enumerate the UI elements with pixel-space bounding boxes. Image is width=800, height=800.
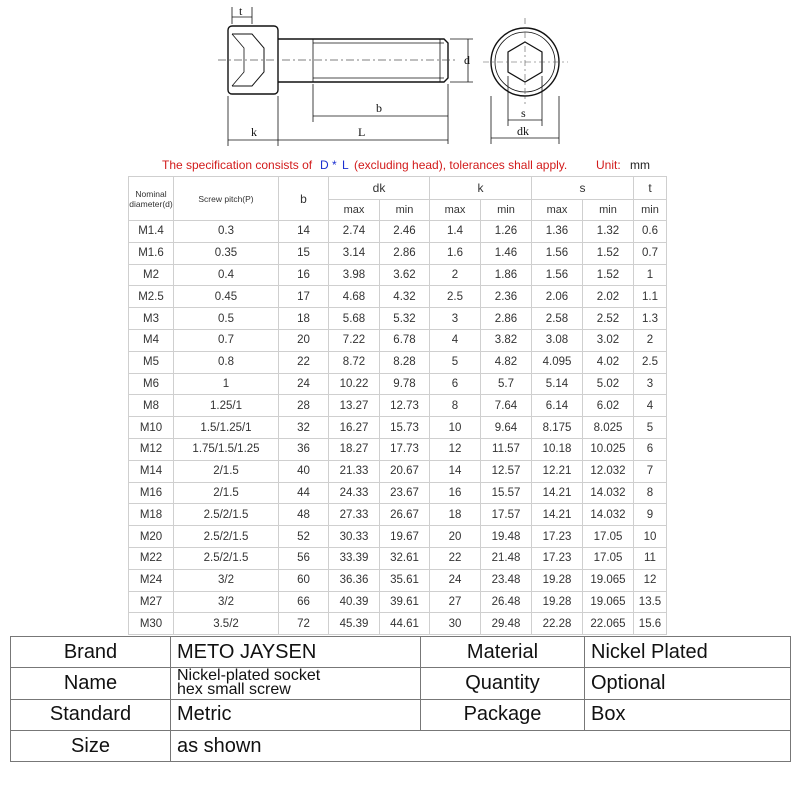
cell-s-max: 17.23 <box>532 526 583 548</box>
cell-nominal: M18 <box>129 504 174 526</box>
cell-nominal: M1.6 <box>129 242 174 264</box>
cell-dk-min: 2.46 <box>380 221 430 243</box>
cell-b: 56 <box>279 547 329 569</box>
table-row <box>129 547 667 569</box>
cell-nominal: M27 <box>129 591 174 613</box>
cell-t-min: 0.6 <box>634 221 667 243</box>
spec-d-letter: D <box>320 158 329 172</box>
cell-t-min: 3 <box>634 373 667 395</box>
cell-k-min: 2.36 <box>481 286 532 308</box>
cell-dk-min: 5.32 <box>380 308 430 330</box>
spec-text-after: (excluding head), tolerances shall apply. <box>354 158 568 172</box>
cell-dk-max: 13.27 <box>329 395 380 417</box>
cell-b: 72 <box>279 613 329 635</box>
cell-pitch: 0.35 <box>174 242 279 264</box>
cell-pitch: 2.5/2/1.5 <box>174 504 279 526</box>
cell-k-max: 5 <box>430 351 481 373</box>
cell-k-min: 1.26 <box>481 221 532 243</box>
cell-pitch: 2/1.5 <box>174 482 279 504</box>
table-row <box>129 417 667 439</box>
cell-k-max: 2.5 <box>430 286 481 308</box>
cell-dk-max: 7.22 <box>329 329 380 351</box>
cell-k-max: 24 <box>430 569 481 591</box>
cell-pitch: 0.8 <box>174 351 279 373</box>
cell-b: 20 <box>279 329 329 351</box>
header-s-min: min <box>583 200 634 221</box>
cell-k-max: 18 <box>430 504 481 526</box>
cell-s-min: 19.065 <box>583 569 634 591</box>
cell-dk-max: 3.98 <box>329 264 380 286</box>
cell-dk-min: 20.67 <box>380 460 430 482</box>
cell-t-min: 1 <box>634 264 667 286</box>
brand-label: Brand <box>11 637 171 668</box>
cell-nominal: M5 <box>129 351 174 373</box>
specification-table-body <box>129 221 667 635</box>
table-row <box>129 242 667 264</box>
header-t-min: min <box>634 200 667 221</box>
spec-star: * <box>332 158 337 172</box>
header-k: k <box>430 177 532 200</box>
cell-k-min: 5.7 <box>481 373 532 395</box>
cell-nominal: M2 <box>129 264 174 286</box>
table-row <box>129 591 667 613</box>
table-row <box>129 569 667 591</box>
cell-s-min: 22.065 <box>583 613 634 635</box>
cell-k-max: 4 <box>430 329 481 351</box>
dim-d-label: d <box>464 53 470 67</box>
cell-s-max: 12.21 <box>532 460 583 482</box>
cell-nominal: M14 <box>129 460 174 482</box>
cell-k-max: 3 <box>430 308 481 330</box>
spec-unit-value: mm <box>630 158 650 172</box>
cell-dk-min: 2.86 <box>380 242 430 264</box>
cell-s-min: 4.02 <box>583 351 634 373</box>
cell-s-min: 17.05 <box>583 547 634 569</box>
cell-k-max: 20 <box>430 526 481 548</box>
cell-s-min: 10.025 <box>583 438 634 460</box>
cell-nominal: M6 <box>129 373 174 395</box>
name-value-line1: Nickel-plated socket <box>177 667 321 685</box>
brand-value: METO JAYSEN <box>171 637 421 668</box>
cell-s-max: 1.56 <box>532 264 583 286</box>
cell-nominal: M1.4 <box>129 221 174 243</box>
cell-b: 36 <box>279 438 329 460</box>
cell-t-min: 5 <box>634 417 667 439</box>
cell-s-max: 3.08 <box>532 329 583 351</box>
cell-t-min: 2.5 <box>634 351 667 373</box>
cell-t-min: 15.6 <box>634 613 667 635</box>
cell-dk-max: 18.27 <box>329 438 380 460</box>
cell-k-min: 21.48 <box>481 547 532 569</box>
cell-k-min: 12.57 <box>481 460 532 482</box>
header-dk-min: min <box>380 200 430 221</box>
dim-s-label: s <box>521 106 526 120</box>
dim-t-label: t <box>239 4 243 18</box>
cell-nominal: M10 <box>129 417 174 439</box>
cell-k-min: 3.82 <box>481 329 532 351</box>
cell-b: 52 <box>279 526 329 548</box>
header-t: t <box>634 177 667 200</box>
attr-row <box>11 668 791 699</box>
header-dk-max: max <box>329 200 380 221</box>
cell-t-min: 8 <box>634 482 667 504</box>
cell-pitch: 2.5/2/1.5 <box>174 547 279 569</box>
cell-s-max: 6.14 <box>532 395 583 417</box>
cell-nominal: M24 <box>129 569 174 591</box>
cell-s-max: 5.14 <box>532 373 583 395</box>
cell-pitch: 0.7 <box>174 329 279 351</box>
cell-dk-max: 2.74 <box>329 221 380 243</box>
spec-l-letter: L <box>342 158 349 172</box>
cell-s-min: 8.025 <box>583 417 634 439</box>
cell-t-min: 11 <box>634 547 667 569</box>
cell-k-min: 1.86 <box>481 264 532 286</box>
cell-k-max: 22 <box>430 547 481 569</box>
cell-k-max: 1.4 <box>430 221 481 243</box>
dim-b-label: b <box>376 101 382 115</box>
cell-s-min: 17.05 <box>583 526 634 548</box>
cell-k-min: 15.57 <box>481 482 532 504</box>
cell-pitch: 2/1.5 <box>174 460 279 482</box>
table-row <box>129 438 667 460</box>
cell-s-max: 2.58 <box>532 308 583 330</box>
cell-s-max: 19.28 <box>532 591 583 613</box>
cell-dk-min: 35.61 <box>380 569 430 591</box>
cell-b: 66 <box>279 591 329 613</box>
cell-k-max: 12 <box>430 438 481 460</box>
table-row <box>129 373 667 395</box>
cell-s-max: 19.28 <box>532 569 583 591</box>
standard-label: Standard <box>11 699 171 730</box>
cell-nominal: M16 <box>129 482 174 504</box>
cell-dk-max: 36.36 <box>329 569 380 591</box>
cell-dk-min: 19.67 <box>380 526 430 548</box>
header-b: b <box>279 177 329 221</box>
cell-t-min: 9 <box>634 504 667 526</box>
table-row <box>129 308 667 330</box>
specification-table <box>128 176 667 635</box>
cell-t-min: 1.1 <box>634 286 667 308</box>
cell-t-min: 6 <box>634 438 667 460</box>
header-screw-pitch: Screw pitch(P) <box>174 177 279 221</box>
cell-dk-min: 23.67 <box>380 482 430 504</box>
cell-k-min: 9.64 <box>481 417 532 439</box>
table-row <box>129 613 667 635</box>
product-attributes-table <box>10 636 791 762</box>
cell-t-min: 13.5 <box>634 591 667 613</box>
cell-s-max: 2.06 <box>532 286 583 308</box>
cell-s-max: 17.23 <box>532 547 583 569</box>
cell-nominal: M8 <box>129 395 174 417</box>
cell-pitch: 0.5 <box>174 308 279 330</box>
standard-value: Metric <box>171 699 421 730</box>
cell-dk-min: 39.61 <box>380 591 430 613</box>
cell-k-max: 1.6 <box>430 242 481 264</box>
table-row <box>129 504 667 526</box>
cell-dk-min: 3.62 <box>380 264 430 286</box>
package-label: Package <box>421 699 585 730</box>
cell-dk-max: 8.72 <box>329 351 380 373</box>
header-s: s <box>532 177 634 200</box>
cell-s-max: 10.18 <box>532 438 583 460</box>
cell-pitch: 0.3 <box>174 221 279 243</box>
cell-k-max: 8 <box>430 395 481 417</box>
cell-b: 44 <box>279 482 329 504</box>
header-dk: dk <box>329 177 430 200</box>
cell-t-min: 10 <box>634 526 667 548</box>
cell-k-min: 2.86 <box>481 308 532 330</box>
cell-nominal: M4 <box>129 329 174 351</box>
cell-k-max: 30 <box>430 613 481 635</box>
cell-b: 40 <box>279 460 329 482</box>
cell-k-max: 6 <box>430 373 481 395</box>
cell-t-min: 4 <box>634 395 667 417</box>
cell-dk-min: 17.73 <box>380 438 430 460</box>
size-value: as shown <box>171 730 791 761</box>
name-value-line2: hex small screw <box>177 681 291 699</box>
dim-k-label: k <box>251 125 257 139</box>
cell-s-max: 1.36 <box>532 221 583 243</box>
cell-k-min: 23.48 <box>481 569 532 591</box>
dim-dk-label: dk <box>517 124 529 138</box>
quantity-value: Optional <box>585 668 791 699</box>
cell-t-min: 1.3 <box>634 308 667 330</box>
cell-s-max: 8.175 <box>532 417 583 439</box>
cell-k-max: 27 <box>430 591 481 613</box>
cell-b: 32 <box>279 417 329 439</box>
cell-s-max: 14.21 <box>532 504 583 526</box>
cell-s-min: 1.52 <box>583 264 634 286</box>
cell-s-min: 1.32 <box>583 221 634 243</box>
cell-b: 24 <box>279 373 329 395</box>
cell-dk-min: 32.61 <box>380 547 430 569</box>
cell-dk-max: 5.68 <box>329 308 380 330</box>
cell-dk-min: 9.78 <box>380 373 430 395</box>
cell-pitch: 1 <box>174 373 279 395</box>
specification-note <box>128 154 668 176</box>
cell-pitch: 3.5/2 <box>174 613 279 635</box>
cell-b: 16 <box>279 264 329 286</box>
header-s-max: max <box>532 200 583 221</box>
cell-s-min: 19.065 <box>583 591 634 613</box>
cell-b: 17 <box>279 286 329 308</box>
cell-s-min: 12.032 <box>583 460 634 482</box>
cell-nominal: M12 <box>129 438 174 460</box>
cell-b: 18 <box>279 308 329 330</box>
cell-pitch: 3/2 <box>174 591 279 613</box>
cell-s-min: 2.52 <box>583 308 634 330</box>
cell-nominal: M3 <box>129 308 174 330</box>
size-label: Size <box>11 730 171 761</box>
header-k-min: min <box>481 200 532 221</box>
cell-b: 28 <box>279 395 329 417</box>
cell-dk-min: 15.73 <box>380 417 430 439</box>
cell-dk-max: 3.14 <box>329 242 380 264</box>
cell-nominal: M20 <box>129 526 174 548</box>
table-row <box>129 329 667 351</box>
material-label: Material <box>421 637 585 668</box>
cell-s-min: 14.032 <box>583 504 634 526</box>
cell-dk-max: 16.27 <box>329 417 380 439</box>
dim-L-label: L <box>358 125 366 139</box>
cell-pitch: 1.5/1.25/1 <box>174 417 279 439</box>
cell-b: 22 <box>279 351 329 373</box>
cell-t-min: 2 <box>634 329 667 351</box>
cell-nominal: M22 <box>129 547 174 569</box>
cell-k-max: 14 <box>430 460 481 482</box>
table-row <box>129 460 667 482</box>
cell-dk-max: 21.33 <box>329 460 380 482</box>
cell-t-min: 0.7 <box>634 242 667 264</box>
header-nominal-diameter: Nominal diameter(d) <box>129 177 174 221</box>
cell-dk-max: 30.33 <box>329 526 380 548</box>
cell-dk-max: 10.22 <box>329 373 380 395</box>
cell-k-max: 2 <box>430 264 481 286</box>
cell-s-min: 5.02 <box>583 373 634 395</box>
cell-pitch: 0.45 <box>174 286 279 308</box>
cell-b: 14 <box>279 221 329 243</box>
name-value <box>171 668 421 699</box>
cell-dk-min: 8.28 <box>380 351 430 373</box>
name-label: Name <box>11 668 171 699</box>
cell-pitch: 3/2 <box>174 569 279 591</box>
cell-pitch: 0.4 <box>174 264 279 286</box>
cell-k-min: 19.48 <box>481 526 532 548</box>
table-row <box>129 221 667 243</box>
cell-s-max: 22.28 <box>532 613 583 635</box>
cell-b: 15 <box>279 242 329 264</box>
table-row <box>129 395 667 417</box>
cell-k-min: 29.48 <box>481 613 532 635</box>
cell-t-min: 12 <box>634 569 667 591</box>
cell-k-min: 7.64 <box>481 395 532 417</box>
cell-dk-min: 26.67 <box>380 504 430 526</box>
table-row <box>129 286 667 308</box>
table-row <box>129 351 667 373</box>
cell-k-max: 16 <box>430 482 481 504</box>
cell-s-min: 3.02 <box>583 329 634 351</box>
spec-unit-label: Unit: <box>596 158 621 172</box>
cell-s-min: 2.02 <box>583 286 634 308</box>
cell-dk-max: 27.33 <box>329 504 380 526</box>
header-k-max: max <box>430 200 481 221</box>
cell-dk-min: 6.78 <box>380 329 430 351</box>
cell-s-max: 4.095 <box>532 351 583 373</box>
cell-s-max: 1.56 <box>532 242 583 264</box>
cell-pitch: 1.75/1.5/1.25 <box>174 438 279 460</box>
cell-k-min: 26.48 <box>481 591 532 613</box>
material-value: Nickel Plated <box>585 637 791 668</box>
table-row <box>129 264 667 286</box>
package-value: Box <box>585 699 791 730</box>
cell-b: 48 <box>279 504 329 526</box>
cell-nominal: M30 <box>129 613 174 635</box>
cell-k-min: 11.57 <box>481 438 532 460</box>
attr-row <box>11 637 791 668</box>
cell-s-min: 6.02 <box>583 395 634 417</box>
cell-b: 60 <box>279 569 329 591</box>
cell-s-max: 14.21 <box>532 482 583 504</box>
cell-dk-max: 33.39 <box>329 547 380 569</box>
cell-pitch: 1.25/1 <box>174 395 279 417</box>
cell-pitch: 2.5/2/1.5 <box>174 526 279 548</box>
cell-dk-max: 4.68 <box>329 286 380 308</box>
cell-k-max: 10 <box>430 417 481 439</box>
cell-t-min: 7 <box>634 460 667 482</box>
cell-dk-max: 45.39 <box>329 613 380 635</box>
spec-text-before: The specification consists of <box>162 158 313 172</box>
attr-row <box>11 699 791 730</box>
quantity-label: Quantity <box>421 668 585 699</box>
cell-k-min: 4.82 <box>481 351 532 373</box>
cell-s-min: 1.52 <box>583 242 634 264</box>
cell-dk-max: 24.33 <box>329 482 380 504</box>
attr-row <box>11 730 791 761</box>
cell-k-min: 1.46 <box>481 242 532 264</box>
screw-technical-drawing <box>128 4 668 154</box>
cell-k-min: 17.57 <box>481 504 532 526</box>
table-row <box>129 482 667 504</box>
cell-nominal: M2.5 <box>129 286 174 308</box>
cell-s-min: 14.032 <box>583 482 634 504</box>
cell-dk-min: 44.61 <box>380 613 430 635</box>
cell-dk-min: 12.73 <box>380 395 430 417</box>
table-row <box>129 526 667 548</box>
cell-dk-min: 4.32 <box>380 286 430 308</box>
cell-dk-max: 40.39 <box>329 591 380 613</box>
